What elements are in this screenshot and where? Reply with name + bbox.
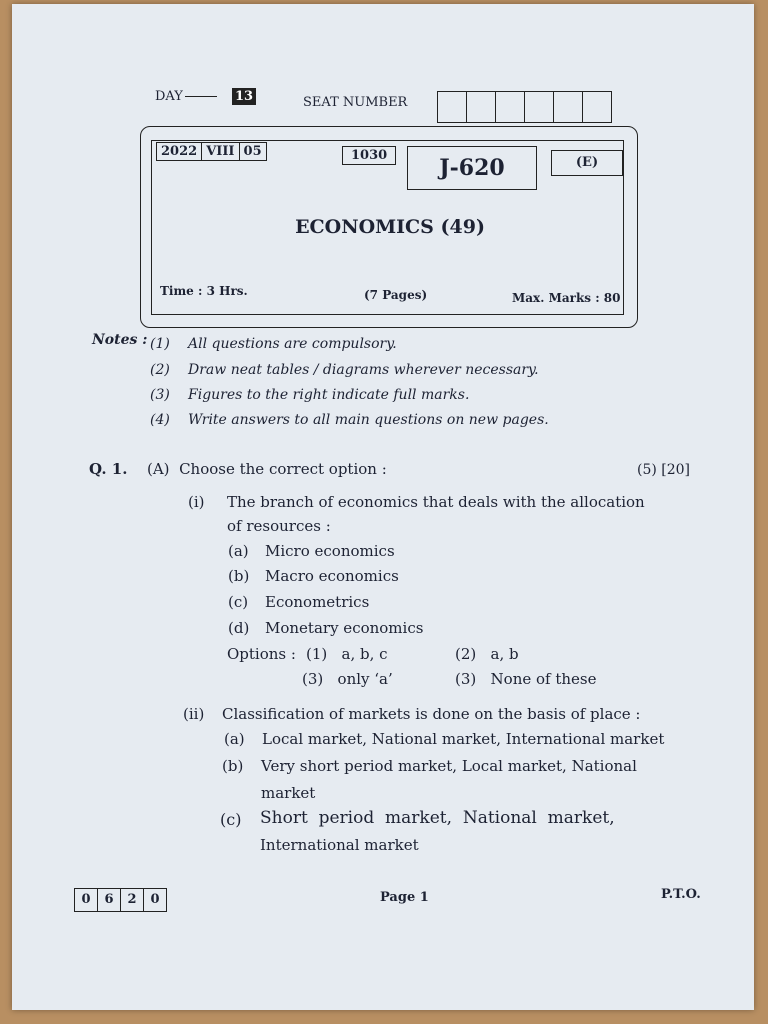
option-text: Very short period market, Local market, National	[261, 757, 637, 775]
option-text: Short period market, National market,	[260, 808, 615, 828]
page-count: (7 Pages)	[364, 288, 428, 302]
code-digit: 0	[75, 889, 98, 911]
option-text: market	[261, 784, 316, 802]
page-number: Page 1	[380, 890, 429, 905]
seat-box[interactable]	[525, 92, 554, 122]
day-label: DAY	[155, 89, 219, 104]
option-text: Monetary economics	[265, 619, 424, 637]
subq-number: (i)	[188, 493, 205, 511]
choice-2: (2) a, b	[455, 645, 519, 663]
choices-label: Options :	[227, 645, 296, 663]
question-part-a: (A) Choose the correct option :	[147, 460, 387, 478]
code-digit: 6	[98, 889, 121, 911]
option-key: (b)	[222, 757, 244, 775]
option-key: (a)	[224, 730, 245, 748]
code-digit: 0	[150, 892, 160, 907]
medium-code: (E)	[551, 150, 623, 176]
series-code	[342, 146, 396, 165]
code-year: 2022	[157, 143, 202, 160]
option-key: (a)	[228, 542, 249, 560]
code-day: 05	[243, 144, 262, 159]
exam-date-code	[156, 142, 267, 161]
choice-1: (1) a, b, c	[306, 645, 388, 663]
series-code-text: 1030	[351, 148, 388, 163]
option-key: (c)	[228, 593, 249, 611]
subq-text: of resources :	[227, 517, 331, 535]
day-number: 13	[232, 88, 256, 105]
seat-box[interactable]	[438, 92, 467, 122]
option-key: (d)	[228, 619, 250, 637]
option-text: Local market, National market, International market	[262, 730, 665, 748]
note-item: (2) Draw neat tables / diagrams wherever necessary.	[150, 362, 539, 378]
max-marks: Max. Marks : 80	[512, 291, 621, 305]
seat-box[interactable]	[583, 92, 611, 122]
code-month: VIII	[202, 143, 239, 160]
choice-3: (3) only ‘a’	[302, 670, 393, 688]
note-item: (3) Figures to the right indicate full marks.	[150, 387, 470, 403]
seat-box[interactable]	[554, 92, 583, 122]
seat-number-label: SEAT NUMBER	[303, 95, 408, 110]
code-digit: 2	[121, 889, 144, 911]
option-text: Micro economics	[265, 542, 395, 560]
subq-text: Classification of markets is done on the basis of place :	[222, 705, 641, 723]
notes-label: Notes :	[92, 332, 148, 348]
choice-4: (3) None of these	[455, 670, 597, 688]
option-text: International market	[260, 836, 419, 854]
option-key: (c)	[220, 810, 242, 829]
question-marks: (5) [20]	[637, 462, 691, 478]
paper-code-footer	[74, 888, 167, 912]
option-text: Econometrics	[265, 593, 370, 611]
seat-box[interactable]	[467, 92, 496, 122]
note-item: (4) Write answers to all main questions on new pages.	[150, 412, 549, 428]
option-text: Macro economics	[265, 567, 399, 585]
option-key: (b)	[228, 567, 250, 585]
subject-title: ECONOMICS (49)	[295, 216, 485, 238]
please-turn-over: P.T.O.	[661, 887, 701, 902]
subq-text: The branch of economics that deals with the allocation	[227, 493, 645, 511]
question-number: Q. 1.	[89, 460, 128, 478]
seat-box[interactable]	[496, 92, 525, 122]
subq-number: (ii)	[183, 705, 205, 723]
paper-code: J-620	[407, 146, 537, 190]
seat-number-boxes[interactable]	[437, 91, 612, 123]
note-item: (1) All questions are compulsory.	[150, 336, 397, 352]
time-allowed: Time : 3 Hrs.	[160, 284, 248, 298]
